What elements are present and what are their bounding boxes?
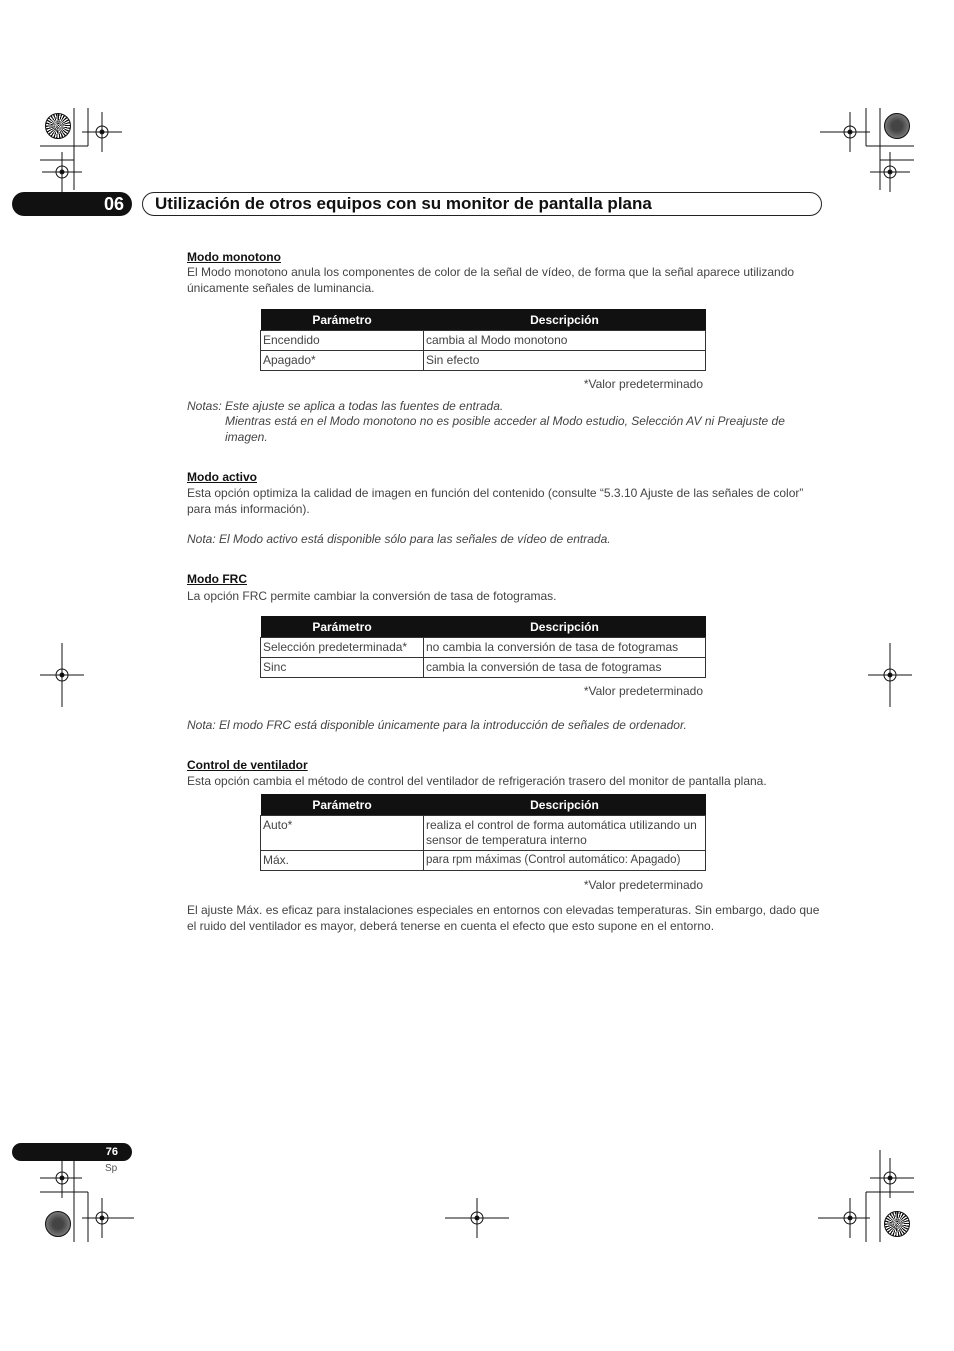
table-row bbox=[261, 658, 706, 678]
table-row bbox=[261, 638, 706, 658]
table-header-parametro: Parámetro bbox=[261, 794, 424, 816]
table-row bbox=[261, 816, 706, 851]
table-header-descripcion: Descripción bbox=[424, 309, 706, 331]
default-value-note: *Valor predeterminado bbox=[583, 878, 703, 892]
gray-rosette-icon bbox=[884, 113, 910, 139]
notes-line: Mientras está en el Modo monotono no es posible acceder al Modo estudio, Selección AV ni Preajuste de imagen. bbox=[225, 414, 785, 444]
color-rosette-icon bbox=[884, 1211, 910, 1237]
table-cell: Encendido bbox=[261, 331, 424, 351]
table-row bbox=[261, 331, 706, 351]
ventilador-table bbox=[260, 794, 706, 871]
table-cell: para rpm máximas (Control automático: Apagado) bbox=[424, 851, 706, 871]
monotono-table bbox=[260, 309, 706, 371]
section-heading-ventilador: Control de ventilador bbox=[187, 758, 308, 772]
closing-paragraph: El ajuste Máx. es eficaz para instalaciones especiales en entornos con elevadas temperaturas. Sin embargo, dado que el ruido del ventilador es mayor, deberá tenerse en cuenta el efecto que esto supone en el entorno. bbox=[187, 903, 820, 933]
table-cell: Auto* bbox=[261, 816, 424, 851]
table-row bbox=[261, 351, 706, 371]
table-cell: Sinc bbox=[261, 658, 424, 678]
table-header-descripcion: Descripción bbox=[424, 616, 706, 638]
table-cell: cambia la conversión de tasa de fotogramas bbox=[424, 658, 706, 678]
table-cell: cambia al Modo monotono bbox=[424, 331, 706, 351]
default-value-note: *Valor predeterminado bbox=[583, 377, 703, 391]
note-frc: Nota: El modo FRC está disponible únicamente para la introducción de señales de ordenador. bbox=[187, 718, 687, 732]
section-body-monotono: El Modo monotono anula los componentes de color de la señal de vídeo, de forma que la señal aparece utilizando únicamente señales de luminancia. bbox=[187, 265, 795, 295]
table-header-parametro: Parámetro bbox=[261, 616, 424, 638]
page-number: 76 bbox=[12, 1143, 132, 1161]
table-row bbox=[261, 851, 706, 871]
chapter-title: Utilización de otros equipos con su monitor de pantalla plana bbox=[142, 192, 822, 216]
chapter-number: 06 bbox=[12, 192, 132, 216]
section-heading-monotono: Modo monotono bbox=[187, 250, 281, 264]
frc-table bbox=[260, 616, 706, 678]
section-body-ventilador: Esta opción cambia el método de control del ventilador de refrigeración trasero del monitor de pantalla plana. bbox=[187, 774, 767, 788]
table-cell: Apagado* bbox=[261, 351, 424, 371]
table-cell: Selección predeterminada* bbox=[261, 638, 424, 658]
table-cell: Máx. bbox=[261, 851, 424, 871]
default-value-note: *Valor predeterminado bbox=[583, 684, 703, 698]
section-heading-frc: Modo FRC bbox=[187, 572, 247, 586]
section-body-frc: La opción FRC permite cambiar la conversión de tasa de fotogramas. bbox=[187, 589, 557, 603]
table-cell: no cambia la conversión de tasa de fotogramas bbox=[424, 638, 706, 658]
notes-line: Notas: Este ajuste se aplica a todas las fuentes de entrada. bbox=[187, 399, 504, 413]
table-cell: Sin efecto bbox=[424, 351, 706, 371]
table-cell: realiza el control de forma automática utilizando un sensor de temperatura interno bbox=[424, 816, 706, 851]
table-header-descripcion: Descripción bbox=[424, 794, 706, 816]
color-rosette-icon bbox=[45, 113, 71, 139]
note-activo: Nota: El Modo activo está disponible sólo para las señales de vídeo de entrada. bbox=[187, 532, 611, 546]
page-language: Sp bbox=[105, 1163, 118, 1174]
table-header-parametro: Parámetro bbox=[261, 309, 424, 331]
section-body-activo: Esta opción optimiza la calidad de imagen en función del contenido (consulte “5.3.10 Ajuste de las señales de color” para más información). bbox=[187, 486, 804, 516]
section-heading-activo: Modo activo bbox=[187, 470, 258, 484]
gray-rosette-icon bbox=[45, 1211, 71, 1237]
